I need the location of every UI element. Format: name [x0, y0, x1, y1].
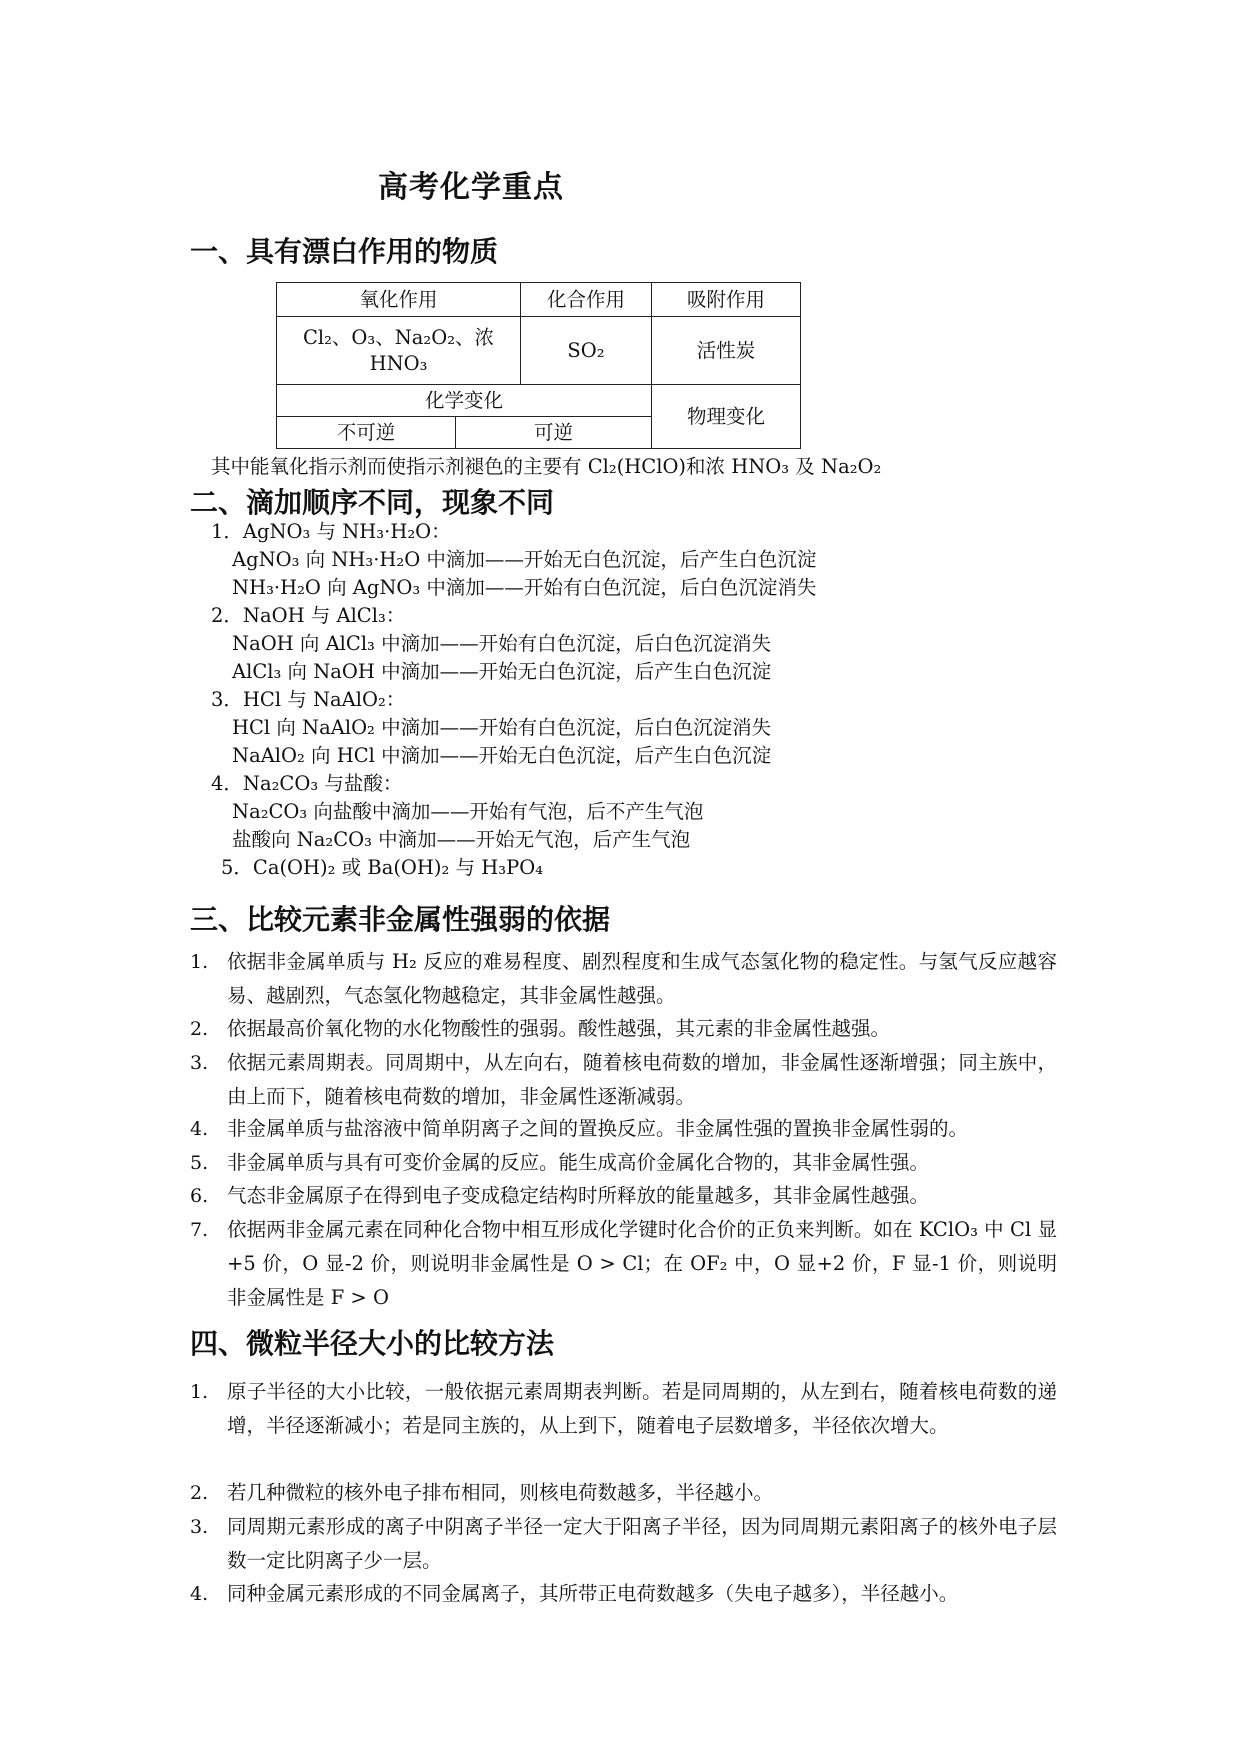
- oxidation-substances-line-1: Cl₂、O₃、Na₂O₂、浓: [302, 325, 495, 349]
- pair-2-line-a: NaOH 向 AlCl₃ 中滴加——开始有白色沉淀，后白色沉淀消失: [232, 632, 772, 655]
- chemical-change-cell: 化学变化: [277, 385, 652, 417]
- pair-4-line-b: 盐酸向 Na₂CO₃ 中滴加——开始无气泡，后产生气泡: [232, 828, 691, 851]
- list-number: 3.: [190, 1516, 209, 1538]
- oxidation-substances-line-2: HNO₃: [369, 351, 428, 375]
- list-number: 3.: [190, 1052, 209, 1074]
- list-number: 7.: [190, 1219, 209, 1241]
- list-item: 依据非金属单质与 H₂ 反应的难易程度、剧烈程度和生成气态氢化物的稳定性。与氢气反应越容易、越剧烈，气态氢化物越稳定，其非金属性越强。: [227, 950, 1057, 1007]
- bleaching-substances-table: [276, 282, 801, 449]
- list-item: 同种金属元素形成的不同金属离子，其所带正电荷数越多（失电子越多），半径越小。: [227, 1582, 959, 1605]
- combination-substance-cell: SO₂: [521, 317, 652, 385]
- pair-3-line-a: HCl 向 NaAlO₂ 中滴加——开始有白色沉淀，后白色沉淀消失: [232, 716, 772, 739]
- list-item: 依据最高价氧化物的水化物酸性的强弱。酸性越强，其元素的非金属性越强。: [227, 1017, 891, 1040]
- bleaching-note: 其中能氧化指示剂而使指示剂褪色的主要有 Cl₂(HClO)和浓 HNO₃ 及 Na₂O₂: [211, 455, 882, 478]
- list-item: 原子半径的大小比较，一般依据元素周期表判断。若是同周期的，从左到右，随着核电荷数的递增，半径逐渐减小；若是同主族的，从上到下，随着电子层数增多，半径依次增大。: [227, 1380, 1057, 1437]
- pair-2-line-b: AlCl₃ 向 NaOH 中滴加——开始无白色沉淀，后产生白色沉淀: [232, 660, 772, 683]
- pair-1-title: 1．AgNO₃ 与 NH₃·H₂O：: [211, 520, 451, 543]
- pair-3-title: 3．HCl 与 NaAlO₂：: [211, 688, 406, 711]
- list-item: 若几种微粒的核外电子排布相同，则核电荷数越多，半径越小。: [227, 1481, 774, 1504]
- pair-2-title: 2．NaOH 与 AlCl₃：: [211, 604, 406, 627]
- list-item: 气态非金属原子在得到电子变成稳定结构时所释放的能量越多，其非金属性越强。: [227, 1184, 930, 1207]
- list-number: 4.: [190, 1118, 209, 1140]
- pair-4-title: 4．Na₂CO₃ 与盐酸：: [211, 772, 403, 795]
- section-3-heading: 三、比较元素非金属性强弱的依据: [190, 903, 611, 936]
- list-item: 非金属单质与具有可变价金属的反应。能生成高价金属化合物的，其非金属性强。: [227, 1151, 930, 1174]
- reversible-cell: 可逆: [456, 417, 652, 449]
- pair-4-line-a: Na₂CO₃ 向盐酸中滴加——开始有气泡，后不产生气泡: [232, 800, 704, 823]
- section-1-heading: 一、具有漂白作用的物质: [190, 235, 499, 268]
- list-number: 1.: [190, 951, 209, 973]
- header-oxidation: 氧化作用: [277, 283, 521, 317]
- list-item: 依据两非金属元素在同种化合物中相互形成化学键时化合价的正负来判断。如在 KClO₃ 中 Cl 显+5 价，O 显-2 价，则说明非金属性是 O > Cl；在 OF₂ 中，O 显+2 价，F 显-1 价，则说明非金属性是 F > O: [227, 1218, 1057, 1309]
- list-number: 1.: [190, 1381, 209, 1403]
- list-item: 依据元素周期表。同周期中，从左向右，随着核电荷数的增加，非金属性逐渐增强；同主族中，由上而下，随着核电荷数的增加，非金属性逐渐减弱。: [227, 1051, 1057, 1108]
- irreversible-cell: 不可逆: [277, 417, 456, 449]
- list-item: 非金属单质与盐溶液中简单阴离子之间的置换反应。非金属性强的置换非金属性弱的。: [227, 1117, 969, 1140]
- pair-3-line-b: NaAlO₂ 向 HCl 中滴加——开始无白色沉淀，后产生白色沉淀: [232, 744, 772, 767]
- list-number: 5.: [190, 1152, 209, 1174]
- section-2-heading: 二、滴加顺序不同，现象不同: [190, 486, 555, 519]
- oxidation-substances-cell: [277, 317, 521, 385]
- list-number: 2.: [190, 1018, 209, 1040]
- list-number: 2.: [190, 1482, 209, 1504]
- list-item: 同周期元素形成的离子中阴离子半径一定大于阳离子半径，因为同周期元素阳离子的核外电子层数一定比阴离子少一层。: [227, 1515, 1057, 1572]
- list-number: 4.: [190, 1583, 209, 1605]
- pair-1-line-b: NH₃·H₂O 向 AgNO₃ 中滴加——开始有白色沉淀，后白色沉淀消失: [232, 576, 817, 599]
- header-adsorption: 吸附作用: [652, 283, 801, 317]
- pair-1-line-a: AgNO₃ 向 NH₃·H₂O 中滴加——开始无白色沉淀，后产生白色沉淀: [232, 548, 817, 571]
- document-title: 高考化学重点: [378, 170, 564, 205]
- pair-5-title: 5．Ca(OH)₂ 或 Ba(OH)₂ 与 H₃PO₄: [221, 856, 543, 879]
- section-4-heading: 四、微粒半径大小的比较方法: [190, 1327, 555, 1360]
- adsorption-substance-cell: 活性炭: [652, 317, 801, 385]
- physical-change-cell: 物理变化: [652, 385, 801, 449]
- list-number: 6.: [190, 1185, 209, 1207]
- header-combination: 化合作用: [521, 283, 652, 317]
